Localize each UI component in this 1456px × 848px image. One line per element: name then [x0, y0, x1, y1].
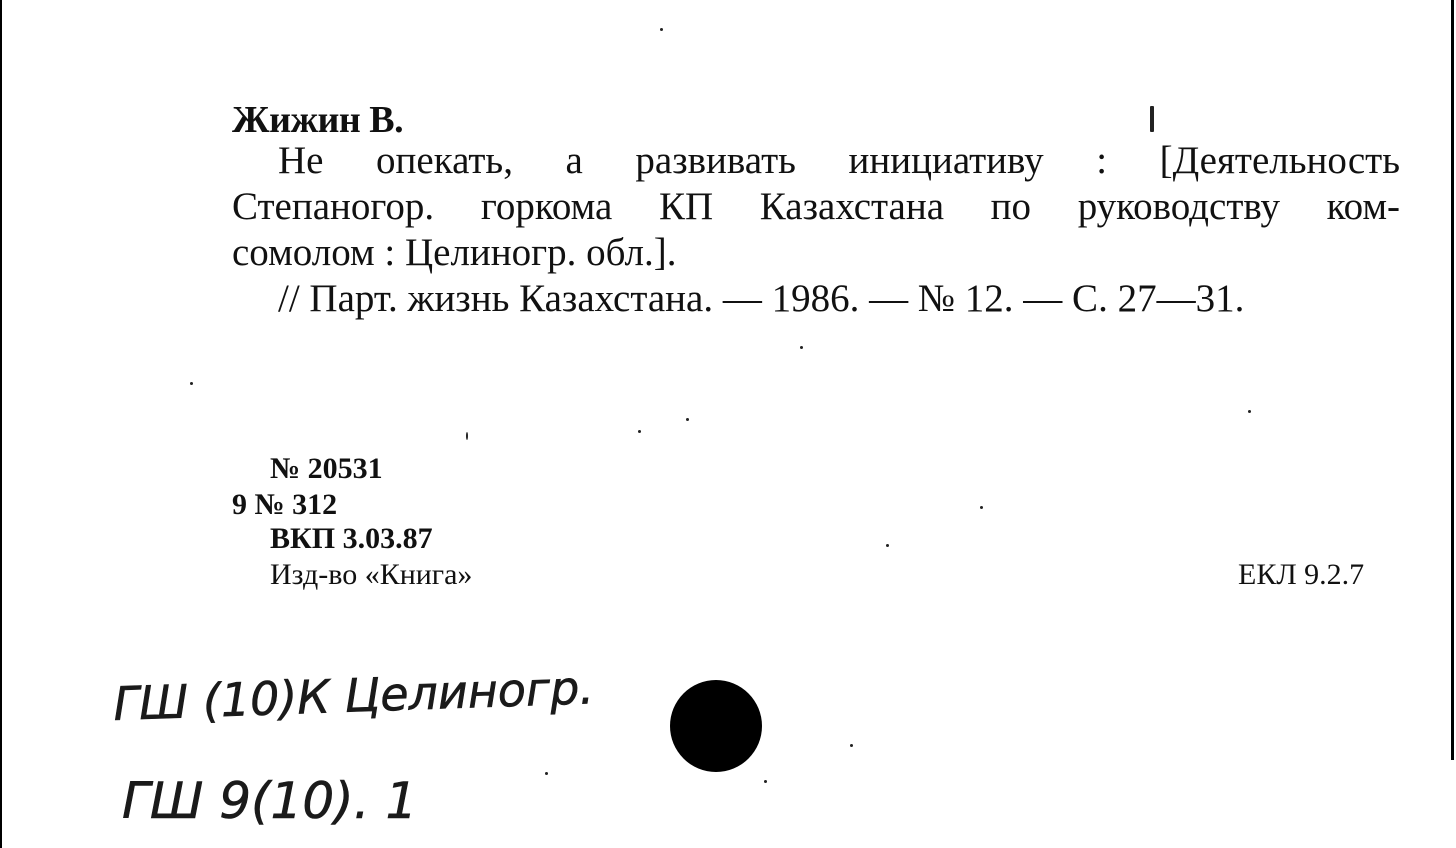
scan-speck	[686, 418, 689, 421]
scan-speck	[980, 506, 983, 509]
card-right-edge	[1451, 0, 1454, 760]
vkp-date: ВКП 3.03.87	[270, 522, 433, 555]
scan-speck	[1150, 106, 1154, 132]
source-citation: // Парт. жизнь Казахстана. — 1986. — № 12. — С. 27—31.	[278, 277, 1245, 320]
scan-speck	[545, 772, 548, 775]
scan-speck	[850, 744, 853, 747]
scan-speck	[886, 544, 889, 547]
title-block	[232, 138, 1400, 276]
handwritten-notes	[100, 650, 700, 840]
accession-number: № 20531	[270, 452, 383, 485]
title-line-1: Не опекать, а развивать инициативу : [Деятельность	[278, 139, 1400, 182]
scan-speck	[190, 382, 193, 385]
card-punch-hole	[670, 680, 762, 772]
publisher: Изд-во «Книга»	[270, 558, 473, 591]
author-name: Жижин В.	[232, 99, 404, 141]
scan-speck	[638, 430, 641, 433]
scan-speck	[1248, 410, 1251, 413]
handwritten-line-1: ГШ (10)К Целиногр.	[112, 660, 595, 731]
card-left-edge	[0, 0, 2, 848]
classification-code: ЕКЛ 9.2.7	[1238, 558, 1365, 591]
scan-speck	[466, 432, 468, 440]
scan-speck	[764, 780, 767, 783]
scan-speck	[660, 28, 663, 31]
handwritten-line-2: ГШ 9(10). 1	[122, 772, 418, 830]
title-line-2: Степаногор. горкома КП Казахстана по руководству ком-	[232, 185, 1400, 228]
scan-speck	[800, 346, 803, 349]
title-line-3: сомолом : Целиногр. обл.].	[232, 231, 677, 274]
request-number: 9 № 312	[232, 488, 338, 521]
